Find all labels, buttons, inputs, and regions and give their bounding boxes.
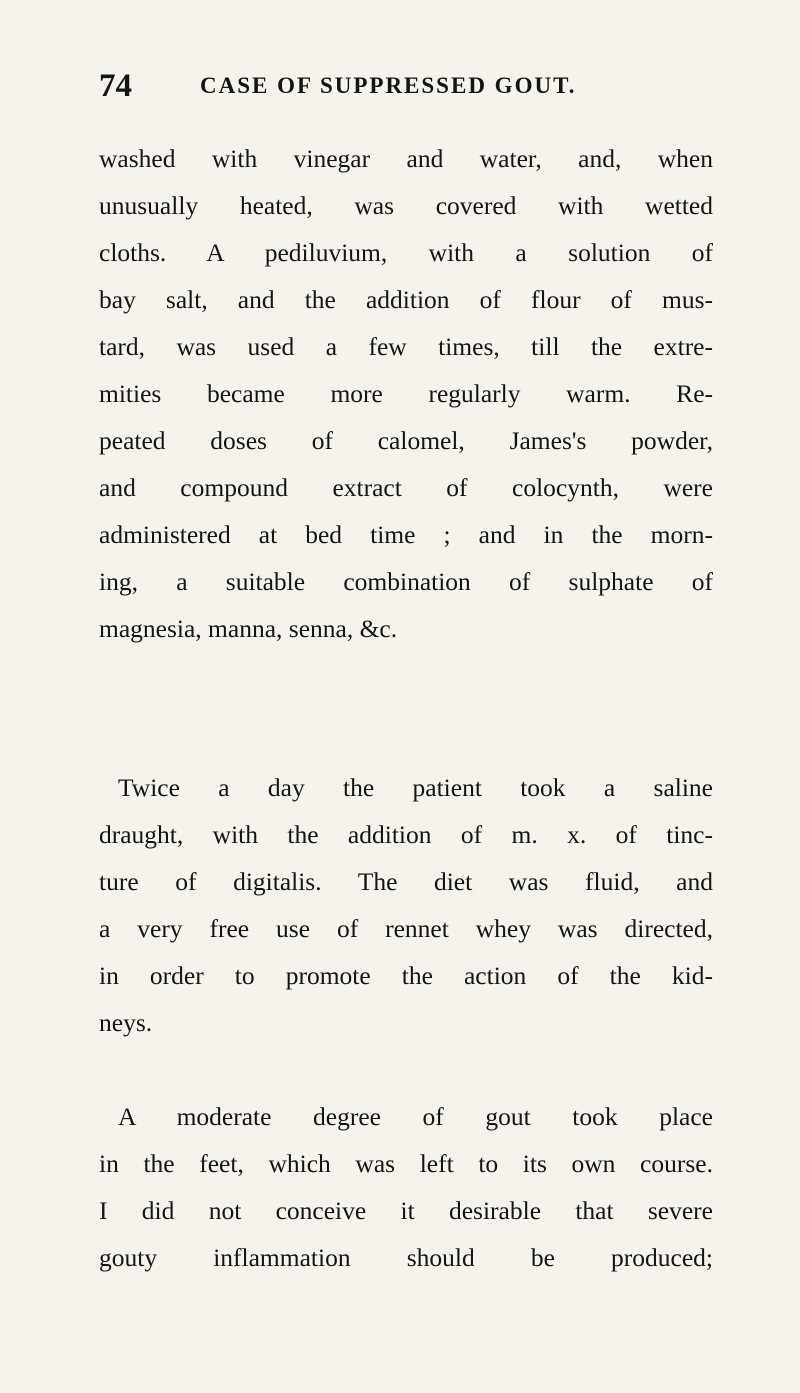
text-line: peated doses of calomel, James's powder,: [99, 426, 713, 455]
text-line: magnesia, manna, senna, &c.: [99, 614, 398, 643]
text-line: mities became more regularly warm. Re-: [99, 379, 713, 408]
paragraph-2: [99, 764, 713, 1046]
text-line: neys.: [99, 1008, 153, 1037]
text-line: cloths. A pediluvium, with a solution of: [99, 238, 713, 267]
text-line: draught, with the addition of m. x. of tinc-: [99, 820, 713, 849]
running-head: CASE OF SUPPRESSED GOUT.: [200, 73, 577, 98]
text-line: A moderate degree of gout took place: [118, 1102, 713, 1131]
text-line: administered at bed time ; and in the morn-: [99, 520, 713, 549]
text-line: bay salt, and the addition of flour of mus-: [99, 285, 713, 314]
text-line: washed with vinegar and water, and, when: [99, 144, 713, 173]
text-line: Twice a day the patient took a saline: [118, 773, 713, 802]
text-line: ture of digitalis. The diet was fluid, and: [99, 867, 713, 896]
text-line: and compound extract of colocynth, were: [99, 473, 713, 502]
paragraph-1: [99, 135, 713, 652]
paragraph-3: [99, 1093, 713, 1281]
page-header: [99, 64, 659, 108]
text-line: a very free use of rennet whey was directed,: [99, 914, 713, 943]
text-line: in the feet, which was left to its own course.: [99, 1149, 713, 1178]
text-line: unusually heated, was covered with wetted: [99, 191, 713, 220]
text-line: gouty inflammation should be produced;: [99, 1243, 713, 1272]
page-number: 74: [99, 68, 132, 104]
text-line: I did not conceive it desirable that severe: [99, 1196, 713, 1225]
text-line: tard, was used a few times, till the extre-: [99, 332, 713, 361]
text-line: ing, a suitable combination of sulphate of: [99, 567, 713, 596]
text-line: in order to promote the action of the kid-: [99, 961, 713, 990]
